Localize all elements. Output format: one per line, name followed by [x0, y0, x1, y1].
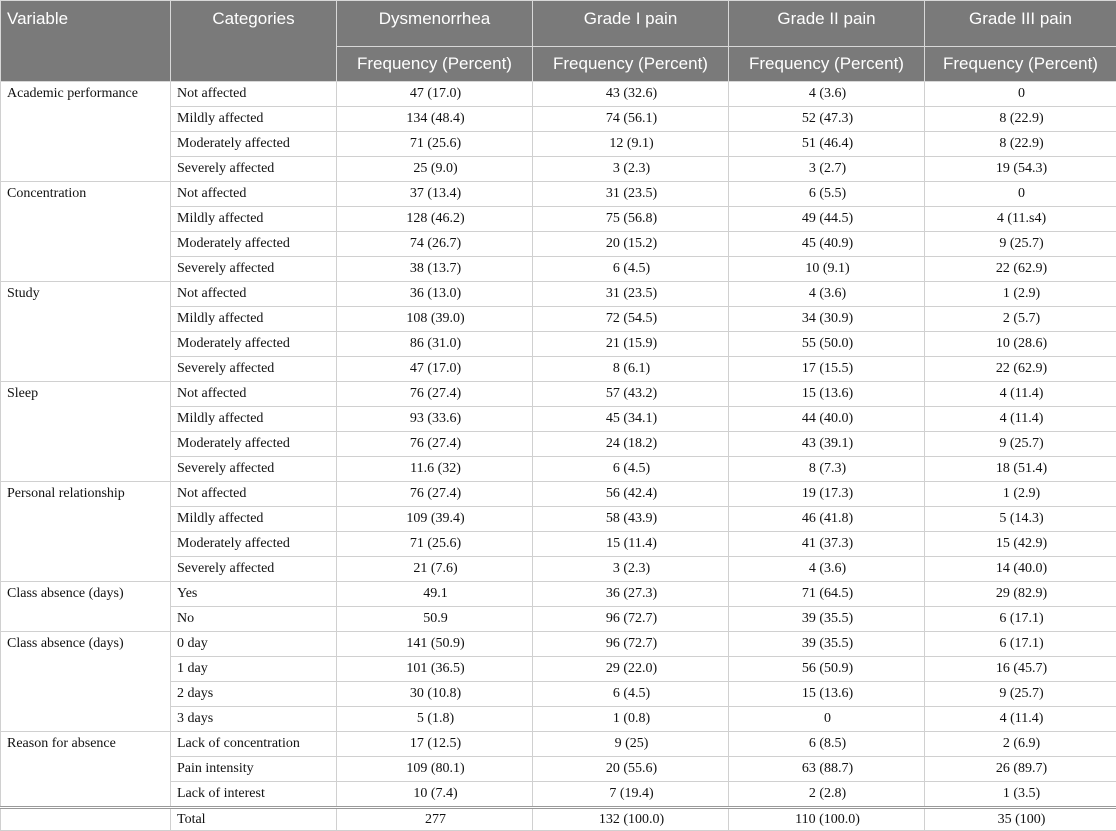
value-cell: 2 (5.7) [925, 307, 1116, 332]
value-cell: 36 (13.0) [337, 282, 533, 307]
value-cell: 6 (17.1) [925, 607, 1116, 632]
value-cell: 21 (15.9) [533, 332, 729, 357]
table-row [1, 632, 1116, 657]
value-cell: 57 (43.2) [533, 382, 729, 407]
subheader-frequency: Frequency (Percent) [337, 47, 533, 82]
value-cell: 21 (7.6) [337, 557, 533, 582]
value-cell: 45 (34.1) [533, 407, 729, 432]
value-cell: 74 (26.7) [337, 232, 533, 257]
total-value: 277 [337, 808, 533, 831]
variable-cell: Class absence (days) [1, 582, 171, 632]
value-cell: 15 (13.6) [729, 382, 925, 407]
value-cell: 1 (3.5) [925, 782, 1116, 808]
value-cell: 56 (42.4) [533, 482, 729, 507]
table-row [1, 82, 1116, 107]
category-cell: 2 days [171, 682, 337, 707]
category-cell: Not affected [171, 82, 337, 107]
value-cell: 86 (31.0) [337, 332, 533, 357]
value-cell: 20 (55.6) [533, 757, 729, 782]
value-cell: 25 (9.0) [337, 157, 533, 182]
value-cell: 0 [729, 707, 925, 732]
value-cell: 5 (1.8) [337, 707, 533, 732]
value-cell: 134 (48.4) [337, 107, 533, 132]
value-cell: 74 (56.1) [533, 107, 729, 132]
value-cell: 31 (23.5) [533, 282, 729, 307]
category-cell: Not affected [171, 182, 337, 207]
category-cell: Moderately affected [171, 232, 337, 257]
header-variable: Variable [1, 1, 171, 82]
variable-cell: Academic performance [1, 82, 171, 182]
value-cell: 19 (54.3) [925, 157, 1116, 182]
value-cell: 71 (25.6) [337, 532, 533, 557]
value-cell: 3 (2.7) [729, 157, 925, 182]
category-cell: Severely affected [171, 157, 337, 182]
category-cell: 1 day [171, 657, 337, 682]
total-value: 35 (100) [925, 808, 1116, 831]
category-cell: Severely affected [171, 257, 337, 282]
variable-cell: Class absence (days) [1, 632, 171, 732]
header-grade-3: Grade III pain [925, 1, 1116, 47]
value-cell: 51 (46.4) [729, 132, 925, 157]
value-cell: 76 (27.4) [337, 482, 533, 507]
value-cell: 2 (2.8) [729, 782, 925, 808]
category-cell: Yes [171, 582, 337, 607]
subheader-frequency: Frequency (Percent) [533, 47, 729, 82]
value-cell: 9 (25) [533, 732, 729, 757]
total-variable-cell [1, 808, 171, 831]
value-cell: 17 (12.5) [337, 732, 533, 757]
value-cell: 49.1 [337, 582, 533, 607]
value-cell: 1 (0.8) [533, 707, 729, 732]
value-cell: 17 (15.5) [729, 357, 925, 382]
value-cell: 71 (25.6) [337, 132, 533, 157]
value-cell: 44 (40.0) [729, 407, 925, 432]
value-cell: 93 (33.6) [337, 407, 533, 432]
header-grade-1: Grade I pain [533, 1, 729, 47]
total-row [1, 808, 1116, 831]
value-cell: 72 (54.5) [533, 307, 729, 332]
subheader-frequency: Frequency (Percent) [925, 47, 1116, 82]
value-cell: 76 (27.4) [337, 382, 533, 407]
value-cell: 75 (56.8) [533, 207, 729, 232]
value-cell: 4 (3.6) [729, 557, 925, 582]
value-cell: 15 (11.4) [533, 532, 729, 557]
value-cell: 34 (30.9) [729, 307, 925, 332]
value-cell: 24 (18.2) [533, 432, 729, 457]
category-cell: Mildly affected [171, 107, 337, 132]
value-cell: 45 (40.9) [729, 232, 925, 257]
value-cell: 19 (17.3) [729, 482, 925, 507]
value-cell: 6 (17.1) [925, 632, 1116, 657]
value-cell: 7 (19.4) [533, 782, 729, 808]
value-cell: 43 (32.6) [533, 82, 729, 107]
value-cell: 46 (41.8) [729, 507, 925, 532]
value-cell: 14 (40.0) [925, 557, 1116, 582]
value-cell: 16 (45.7) [925, 657, 1116, 682]
value-cell: 39 (35.5) [729, 632, 925, 657]
category-cell: Not affected [171, 482, 337, 507]
value-cell: 109 (80.1) [337, 757, 533, 782]
category-cell: Mildly affected [171, 507, 337, 532]
category-cell: Mildly affected [171, 407, 337, 432]
value-cell: 8 (7.3) [729, 457, 925, 482]
value-cell: 9 (25.7) [925, 682, 1116, 707]
value-cell: 63 (88.7) [729, 757, 925, 782]
value-cell: 47 (17.0) [337, 82, 533, 107]
category-cell: Lack of interest [171, 782, 337, 808]
table-row [1, 382, 1116, 407]
category-cell: Not affected [171, 282, 337, 307]
value-cell: 15 (42.9) [925, 532, 1116, 557]
total-label: Total [171, 808, 337, 831]
category-cell: Moderately affected [171, 332, 337, 357]
value-cell: 2 (6.9) [925, 732, 1116, 757]
value-cell: 5 (14.3) [925, 507, 1116, 532]
value-cell: 9 (25.7) [925, 432, 1116, 457]
value-cell: 96 (72.7) [533, 607, 729, 632]
value-cell: 36 (27.3) [533, 582, 729, 607]
header-categories: Categories [171, 1, 337, 82]
value-cell: 20 (15.2) [533, 232, 729, 257]
table-row [1, 282, 1116, 307]
category-cell: Not affected [171, 382, 337, 407]
value-cell: 39 (35.5) [729, 607, 925, 632]
table-row [1, 732, 1116, 757]
header-grade-2: Grade II pain [729, 1, 925, 47]
subheader-frequency: Frequency (Percent) [729, 47, 925, 82]
value-cell: 9 (25.7) [925, 232, 1116, 257]
variable-cell: Study [1, 282, 171, 382]
value-cell: 47 (17.0) [337, 357, 533, 382]
header-dysmenorrhea: Dysmenorrhea [337, 1, 533, 47]
table-header [1, 1, 1116, 82]
value-cell: 41 (37.3) [729, 532, 925, 557]
value-cell: 10 (7.4) [337, 782, 533, 808]
value-cell: 8 (6.1) [533, 357, 729, 382]
value-cell: 12 (9.1) [533, 132, 729, 157]
table-row [1, 482, 1116, 507]
value-cell: 96 (72.7) [533, 632, 729, 657]
value-cell: 22 (62.9) [925, 357, 1116, 382]
value-cell: 76 (27.4) [337, 432, 533, 457]
value-cell: 55 (50.0) [729, 332, 925, 357]
value-cell: 109 (39.4) [337, 507, 533, 532]
value-cell: 56 (50.9) [729, 657, 925, 682]
value-cell: 15 (13.6) [729, 682, 925, 707]
value-cell: 8 (22.9) [925, 107, 1116, 132]
category-cell: Severely affected [171, 557, 337, 582]
value-cell: 1 (2.9) [925, 482, 1116, 507]
value-cell: 108 (39.0) [337, 307, 533, 332]
value-cell: 1 (2.9) [925, 282, 1116, 307]
value-cell: 4 (3.6) [729, 282, 925, 307]
value-cell: 6 (4.5) [533, 457, 729, 482]
value-cell: 0 [925, 182, 1116, 207]
value-cell: 43 (39.1) [729, 432, 925, 457]
value-cell: 31 (23.5) [533, 182, 729, 207]
value-cell: 4 (3.6) [729, 82, 925, 107]
value-cell: 18 (51.4) [925, 457, 1116, 482]
value-cell: 71 (64.5) [729, 582, 925, 607]
category-cell: Severely affected [171, 457, 337, 482]
value-cell: 4 (11.4) [925, 407, 1116, 432]
value-cell: 29 (22.0) [533, 657, 729, 682]
value-cell: 8 (22.9) [925, 132, 1116, 157]
value-cell: 141 (50.9) [337, 632, 533, 657]
value-cell: 50.9 [337, 607, 533, 632]
value-cell: 49 (44.5) [729, 207, 925, 232]
value-cell: 6 (5.5) [729, 182, 925, 207]
value-cell: 101 (36.5) [337, 657, 533, 682]
variable-cell: Sleep [1, 382, 171, 482]
value-cell: 3 (2.3) [533, 557, 729, 582]
value-cell: 30 (10.8) [337, 682, 533, 707]
value-cell: 10 (9.1) [729, 257, 925, 282]
value-cell: 4 (11.4) [925, 707, 1116, 732]
value-cell: 4 (11.s4) [925, 207, 1116, 232]
value-cell: 10 (28.6) [925, 332, 1116, 357]
category-cell: Moderately affected [171, 432, 337, 457]
total-value: 110 (100.0) [729, 808, 925, 831]
value-cell: 4 (11.4) [925, 382, 1116, 407]
category-cell: Lack of concentration [171, 732, 337, 757]
value-cell: 37 (13.4) [337, 182, 533, 207]
value-cell: 6 (4.5) [533, 257, 729, 282]
value-cell: 3 (2.3) [533, 157, 729, 182]
category-cell: Moderately affected [171, 132, 337, 157]
value-cell: 26 (89.7) [925, 757, 1116, 782]
category-cell: Moderately affected [171, 532, 337, 557]
category-cell: Pain intensity [171, 757, 337, 782]
table-row [1, 182, 1116, 207]
category-cell: No [171, 607, 337, 632]
table-body [1, 82, 1116, 831]
value-cell: 38 (13.7) [337, 257, 533, 282]
value-cell: 6 (4.5) [533, 682, 729, 707]
total-value: 132 (100.0) [533, 808, 729, 831]
value-cell: 0 [925, 82, 1116, 107]
variable-cell: Concentration [1, 182, 171, 282]
variable-cell: Reason for absence [1, 732, 171, 808]
value-cell: 52 (47.3) [729, 107, 925, 132]
variable-cell: Personal relationship [1, 482, 171, 582]
category-cell: 3 days [171, 707, 337, 732]
table-row [1, 582, 1116, 607]
value-cell: 6 (8.5) [729, 732, 925, 757]
category-cell: Mildly affected [171, 207, 337, 232]
category-cell: 0 day [171, 632, 337, 657]
value-cell: 58 (43.9) [533, 507, 729, 532]
value-cell: 29 (82.9) [925, 582, 1116, 607]
category-cell: Mildly affected [171, 307, 337, 332]
value-cell: 128 (46.2) [337, 207, 533, 232]
value-cell: 11.6 (32) [337, 457, 533, 482]
category-cell: Severely affected [171, 357, 337, 382]
value-cell: 22 (62.9) [925, 257, 1116, 282]
